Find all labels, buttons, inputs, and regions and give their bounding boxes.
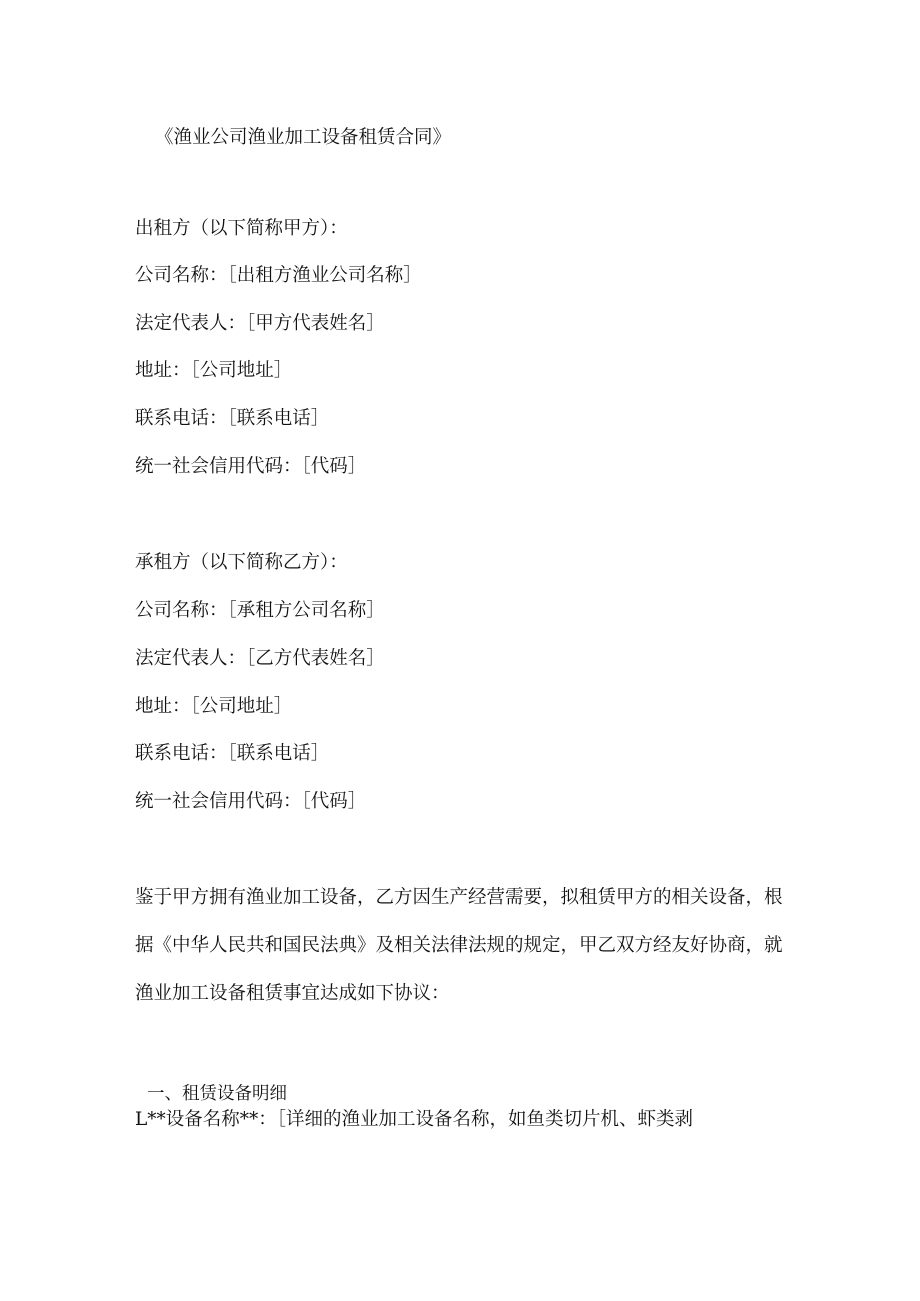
lessor-heading: 出租方（以下简称甲方）： [135,218,348,239]
lessee-phone: 联系电话：［联系电话］ [135,743,330,764]
document-title: 《渔业公司渔业加工设备租赁合同》 [155,127,452,148]
lessor-address: 地址：［公司地址］ [135,360,293,381]
section-heading: 一、租赁设备明细 [147,1084,287,1104]
lessee-company-name: 公司名称：［承租方公司名称］ [135,600,385,621]
preamble-line: 渔业加工设备租赁事宜达成如下协议： [135,983,450,1004]
lessee-credit-code: 统一社会信用代码：［代码］ [135,791,367,812]
lessee-address: 地址：［公司地址］ [135,696,293,717]
lessor-phone: 联系电话：［联系电话］ [135,408,330,429]
preamble-line: 据《中华人民共和国民法典》及相关法律法规的规定，甲乙双方经友好协商，就 [135,935,783,956]
lessor-credit-code: 统一社会信用代码：［代码］ [135,456,367,477]
equipment-item-1: L**设备名称**：［详细的渔业加工设备名称，如鱼类切片机、虾类剥 [135,1109,694,1130]
lessee-legal-rep: 法定代表人：［乙方代表姓名］ [135,648,385,669]
lessor-company-name: 公司名称：［出租方渔业公司名称］ [135,265,422,286]
lessee-heading: 承租方（以下简称乙方）： [135,552,348,573]
lessor-legal-rep: 法定代表人：［甲方代表姓名］ [135,313,385,334]
preamble-line: 鉴于甲方拥有渔业加工设备，乙方因生产经营需要，拟租赁甲方的相关设备，根 [135,887,783,908]
